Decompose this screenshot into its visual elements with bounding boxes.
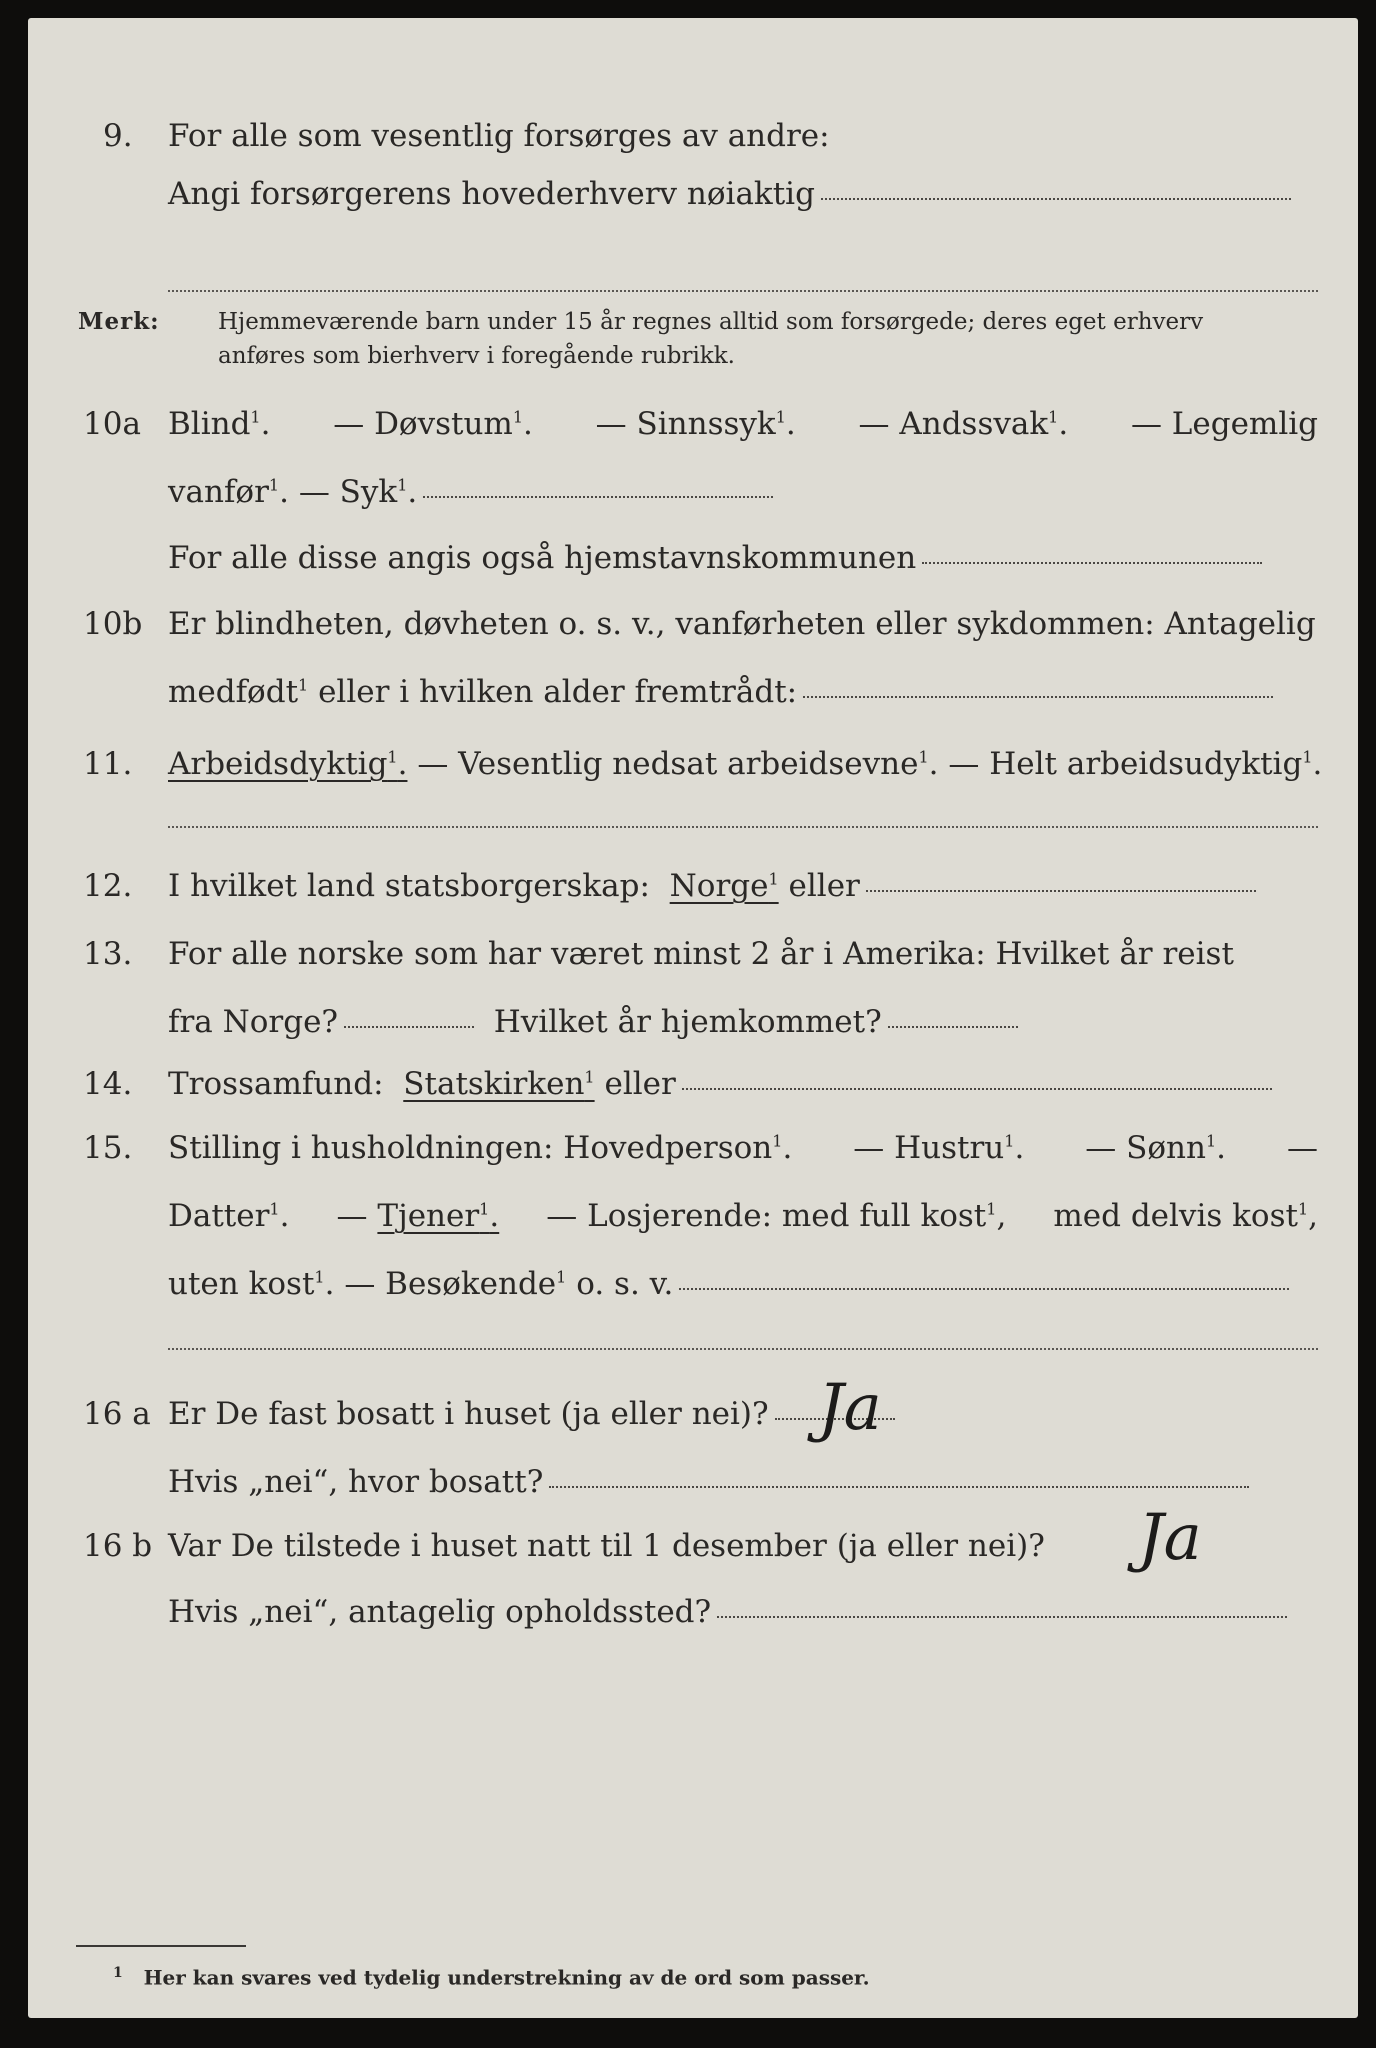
q12-norge bbox=[670, 868, 779, 904]
sup-marker: 1 bbox=[775, 407, 786, 427]
q11-number: 11. bbox=[83, 746, 133, 782]
q16a-bosatt-field[interactable] bbox=[549, 1486, 1249, 1488]
q13-fra-norge: fra Norge? bbox=[168, 1004, 339, 1040]
q10a-vanfor-text: vanfør bbox=[168, 474, 269, 510]
footnote-rule bbox=[76, 1945, 246, 1947]
footnote-text: Her kan svares ved tydelig understrekning av de ord som passer. bbox=[143, 1965, 870, 1990]
q15-line1 bbox=[168, 1130, 1318, 1166]
q14-text: Trossamfund: bbox=[168, 1066, 384, 1102]
q10a-line3-text: For alle disse angis også hjemstavnskommunen bbox=[168, 540, 917, 576]
q16a-line2 bbox=[168, 1464, 1249, 1500]
q9-answer-field[interactable] bbox=[821, 198, 1291, 200]
q16a-number: 16 a bbox=[83, 1396, 151, 1432]
sup-marker: 1 bbox=[986, 1199, 997, 1219]
sup-marker: 1 bbox=[250, 407, 261, 427]
q10b-age-field[interactable] bbox=[803, 696, 1273, 698]
q15-line2 bbox=[168, 1198, 1318, 1234]
q11-arbeidsdyktig-text: Arbeidsdyktig bbox=[168, 746, 388, 782]
q15-losjerende: — Losjerende: med full kost$^1$, bbox=[546, 1198, 1007, 1234]
sup-marker: 1 bbox=[1004, 1131, 1015, 1151]
q15-delvis-text: med delvis kost bbox=[1053, 1198, 1298, 1234]
sup-marker: 1 bbox=[772, 1131, 783, 1151]
q16b-opholdssted-field[interactable] bbox=[717, 1616, 1287, 1618]
sup-marker: 1 bbox=[1302, 747, 1313, 767]
q16b-handwritten-answer: Ja bbox=[1138, 1501, 1202, 1575]
sup-marker: 1 bbox=[1297, 1199, 1309, 1219]
q15-tjener-wrap: — Tjener$^1$. bbox=[336, 1198, 500, 1234]
sup-marker: 1 bbox=[397, 475, 408, 495]
q11-helt: — Helt arbeidsudyktig$^1$. bbox=[948, 746, 1323, 782]
sup-marker: 1 bbox=[387, 747, 398, 767]
q16a-line1 bbox=[168, 1396, 895, 1432]
q11-vesentlig-text: — Vesentlig nedsat arbeidsevne bbox=[417, 746, 919, 782]
q14-eller: eller bbox=[604, 1066, 676, 1102]
q15-other-field[interactable] bbox=[679, 1288, 1289, 1290]
sup-marker: 1 bbox=[1205, 1131, 1217, 1151]
sup-marker: 1 bbox=[269, 1199, 280, 1219]
q15-number: 15. bbox=[83, 1130, 133, 1166]
q13-year-returned-field[interactable] bbox=[888, 1026, 1018, 1028]
q11-answer-line[interactable] bbox=[168, 826, 1318, 828]
q10a-andssvak-text: — Andssvak bbox=[858, 406, 1049, 442]
sup-marker: 1 bbox=[268, 475, 280, 495]
q10b-line1-text: Er blindheten, døvheten o. s. v., vanførheten eller sykdommen: Antagelig bbox=[168, 606, 1316, 642]
q16b-number: 16 b bbox=[83, 1528, 153, 1564]
q10a-syk: — Syk$^1$. bbox=[298, 474, 418, 510]
sup-marker: 1 bbox=[298, 675, 309, 695]
q15-hovedperson: Stilling i husholdningen: Hovedperson$^1$. bbox=[168, 1130, 793, 1166]
q15-hovedperson-text: Stilling i husholdningen: Hovedperson bbox=[168, 1130, 773, 1166]
q15-sonn-text: — Sønn bbox=[1085, 1130, 1206, 1166]
q15-line3 bbox=[168, 1266, 1289, 1302]
q10a-line2 bbox=[168, 474, 773, 510]
q9-line2-text: Angi forsørgerens hovederhverv nøiaktig bbox=[168, 176, 815, 212]
sup-marker: 1 bbox=[512, 407, 524, 427]
q16a-handwritten-answer: Ja bbox=[818, 1371, 882, 1445]
q10a-blind-text: Blind bbox=[168, 406, 251, 442]
q16b-line2 bbox=[168, 1594, 1287, 1630]
q11-line1 bbox=[168, 746, 1322, 782]
q15-uten-text: uten kost bbox=[168, 1266, 315, 1302]
q10a-syk-field[interactable] bbox=[423, 496, 773, 498]
q13-number: 13. bbox=[83, 936, 133, 972]
q16a-line2-text: Hvis „nei“, hvor bosatt? bbox=[168, 1464, 544, 1500]
q14-statskirken bbox=[403, 1066, 594, 1102]
sup-marker: 1 bbox=[556, 1267, 567, 1287]
q9-line1 bbox=[168, 118, 830, 154]
q10b-line2 bbox=[168, 674, 1273, 710]
q13-hjemkommet: Hvilket år hjemkommet? bbox=[493, 1004, 882, 1040]
q10a-sinnssyk: — Sinnssyk$^1$. bbox=[595, 406, 796, 442]
q15-tjener: Tjener$^1$. bbox=[377, 1198, 500, 1234]
q16b-line2-text: Hvis „nei“, antagelig opholdssted? bbox=[168, 1594, 712, 1630]
q10b-medfodt-text: medfødt bbox=[168, 674, 299, 710]
sup-marker: 1 bbox=[314, 1267, 325, 1287]
sup-marker: 1 bbox=[584, 1067, 595, 1087]
q15-uten: uten kost$^1$. bbox=[168, 1266, 335, 1302]
q11-vesentlig: — Vesentlig nedsat arbeidsevne$^1$. bbox=[417, 746, 939, 782]
q12-other-field[interactable] bbox=[866, 890, 1256, 892]
q12-number: 12. bbox=[83, 868, 133, 904]
q12-line1 bbox=[168, 868, 1256, 904]
q15-datter-text: Datter bbox=[168, 1198, 270, 1234]
q16b-line1 bbox=[168, 1528, 1045, 1564]
q15-datter: Datter$^1$. bbox=[168, 1198, 290, 1234]
q12-eller: eller bbox=[788, 868, 860, 904]
q15-answer-line[interactable] bbox=[168, 1348, 1318, 1350]
q13-year-left-field[interactable] bbox=[344, 1026, 474, 1028]
q14-number: 14. bbox=[83, 1066, 133, 1102]
footnote bbox=[113, 1965, 870, 1990]
q10a-dovstum: — Døvstum$^1$. bbox=[333, 406, 533, 442]
census-form-page bbox=[28, 18, 1358, 2018]
q10a-andssvak: — Andssvak$^1$. bbox=[858, 406, 1069, 442]
q12-text: I hvilket land statsborgerskap: bbox=[168, 868, 650, 904]
q15-sonn: — Sønn$^1$. bbox=[1085, 1130, 1227, 1166]
merk-label: Merk: bbox=[78, 308, 160, 335]
q13-line1 bbox=[168, 936, 1234, 972]
q9-number: 9. bbox=[103, 118, 133, 154]
merk-line1: Hjemmeværende barn under 15 år regnes alltid som forsørgede; deres eget erhverv bbox=[218, 309, 1204, 335]
q13-line2 bbox=[168, 1004, 1018, 1040]
q10a-line3 bbox=[168, 540, 1262, 576]
q9-line1-text: For alle som vesentlig forsørges av andre: bbox=[168, 118, 830, 154]
sup-marker: 1 bbox=[1048, 407, 1059, 427]
q12-norge-text: Norge bbox=[669, 868, 769, 904]
q15-osv: o. s. v. bbox=[576, 1266, 674, 1302]
q15-besokende bbox=[344, 1266, 566, 1302]
q10a-number: 10a bbox=[83, 406, 141, 442]
q16a-line1-text: Er De fast bosatt i huset (ja eller nei)? bbox=[168, 1396, 769, 1432]
merk-line2: anføres som bierhverv i foregående rubrikk. bbox=[218, 343, 735, 369]
q10a-legemlig: — Legemlig bbox=[1130, 406, 1318, 442]
q10a-kommune-field[interactable] bbox=[922, 562, 1262, 564]
sup-marker: 1 bbox=[918, 747, 929, 767]
q9-line2 bbox=[168, 176, 1291, 212]
sup-marker: 1 bbox=[479, 1199, 490, 1219]
q10b-medfodt bbox=[168, 674, 308, 710]
q15-hustru: — Hustru$^1$. bbox=[853, 1130, 1025, 1166]
q10a-vanfor: vanfør$^1$. bbox=[168, 474, 289, 510]
q14-other-field[interactable] bbox=[682, 1088, 1272, 1090]
q15-besokende-text: — Besøkende bbox=[344, 1266, 557, 1302]
sup-marker: 1 bbox=[768, 869, 779, 889]
q10b-number: 10b bbox=[83, 606, 143, 642]
q15-tjener-text: Tjener bbox=[377, 1198, 480, 1234]
q10a-line1 bbox=[168, 406, 1318, 442]
q15-dash: — bbox=[1286, 1130, 1318, 1166]
q10a-syk-text: — Syk bbox=[298, 474, 398, 510]
q9-answer-line2[interactable] bbox=[168, 290, 1318, 292]
q10a-sinnssyk-text: — Sinnssyk bbox=[595, 406, 776, 442]
q14-line1 bbox=[168, 1066, 1272, 1102]
footnote-marker: 1 bbox=[113, 1965, 123, 1981]
q15-hustru-text: — Hustru bbox=[853, 1130, 1005, 1166]
q15-delvis: med delvis kost$^1$, bbox=[1053, 1198, 1318, 1234]
q11-arbeidsdyktig: Arbeidsdyktig$^1$. bbox=[168, 746, 408, 782]
q10b-line1 bbox=[168, 606, 1316, 642]
q10a-blind: Blind$^1$. bbox=[168, 406, 271, 442]
q11-helt-text: — Helt arbeidsudyktig bbox=[948, 746, 1303, 782]
q15-losjerende-text: — Losjerende: med full kost bbox=[546, 1198, 987, 1234]
q16b-line1-text: Var De tilstede i huset natt til 1 desember (ja eller nei)? bbox=[168, 1528, 1045, 1564]
q14-statskirken-text: Statskirken bbox=[403, 1066, 585, 1102]
q13-line1-text: For alle norske som har været minst 2 år i Amerika: Hvilket år reist bbox=[168, 936, 1234, 972]
q10a-dovstum-text: — Døvstum bbox=[333, 406, 513, 442]
q10b-rest: eller i hvilken alder fremtrådt: bbox=[318, 674, 798, 710]
